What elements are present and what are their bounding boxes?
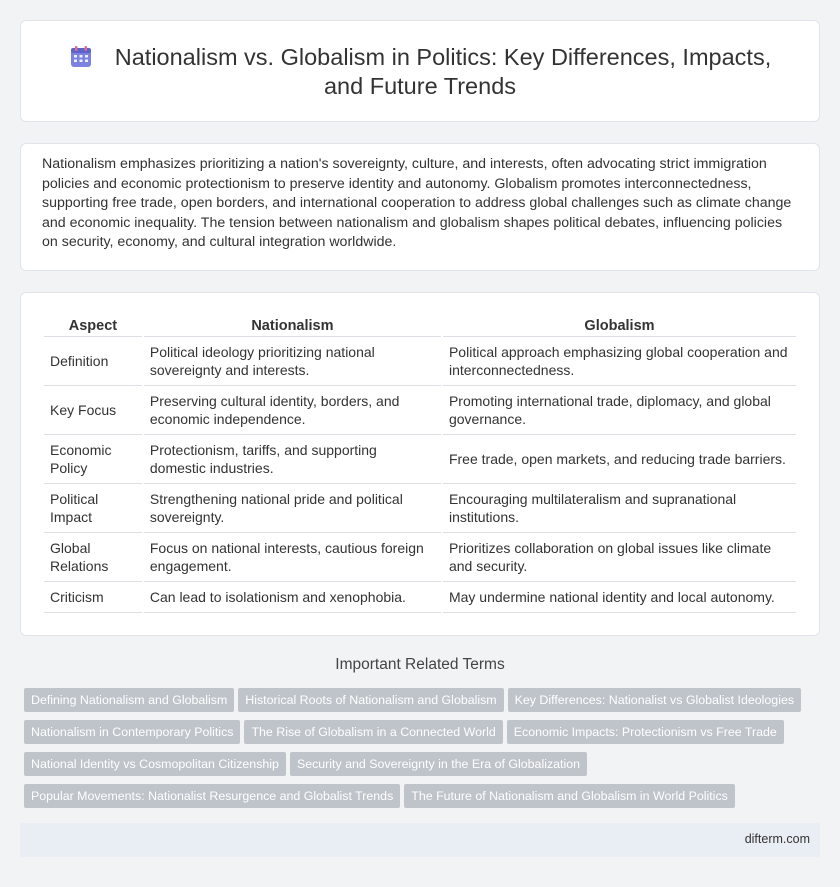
cell-aspect: Economic Policy — [44, 435, 142, 484]
cell-aspect: Definition — [44, 337, 142, 386]
cell-nationalism: Protectionism, tariffs, and supporting domestic industries. — [144, 435, 441, 484]
footer-site-link[interactable]: difterm.com — [744, 832, 810, 846]
header-aspect: Aspect — [44, 315, 142, 337]
header-card — [20, 20, 820, 122]
footer — [20, 823, 820, 857]
table-row — [44, 386, 796, 435]
table-row — [44, 533, 796, 582]
cell-nationalism: Can lead to isolationism and xenophobia. — [144, 582, 441, 613]
table-row — [44, 337, 796, 386]
related-term-tag[interactable]: Economic Impacts: Protectionism vs Free Trade — [507, 720, 784, 744]
table-row — [44, 484, 796, 533]
cell-nationalism: Political ideology prioritizing national sovereignty and interests. — [144, 337, 441, 386]
cell-aspect: Global Relations — [44, 533, 142, 582]
related-terms-title: Important Related Terms — [335, 656, 505, 673]
cell-nationalism: Strengthening national pride and political sovereignty. — [144, 484, 441, 533]
comparison-card — [20, 292, 820, 636]
cell-globalism: Encouraging multilateralism and supranational institutions. — [443, 484, 796, 533]
tag-row — [24, 720, 804, 752]
cell-aspect: Criticism — [44, 582, 142, 613]
related-term-tag[interactable]: Security and Sovereignty in the Era of Globalization — [290, 752, 587, 776]
tag-row — [24, 752, 804, 784]
related-term-tag[interactable]: The Future of Nationalism and Globalism in World Politics — [404, 784, 735, 808]
cell-nationalism: Preserving cultural identity, borders, and economic independence. — [144, 386, 441, 435]
cell-aspect: Key Focus — [44, 386, 142, 435]
related-terms-list — [24, 688, 804, 816]
page-title — [21, 43, 819, 101]
cell-aspect: Political Impact — [44, 484, 142, 533]
header-globalism: Globalism — [443, 315, 796, 337]
title-line-2: and Future Trends — [323, 73, 517, 99]
related-term-tag[interactable]: National Identity vs Cosmopolitan Citizenship — [24, 752, 286, 776]
cell-globalism: Prioritizes collaboration on global issues like climate and security. — [443, 533, 796, 582]
header-nationalism: Nationalism — [144, 315, 441, 337]
related-term-tag[interactable]: Nationalism in Contemporary Politics — [24, 720, 240, 744]
intro-card — [20, 143, 820, 271]
table-row — [44, 435, 796, 484]
cell-nationalism: Focus on national interests, cautious foreign engagement. — [144, 533, 441, 582]
cell-globalism: Political approach emphasizing global cooperation and interconnectedness. — [443, 337, 796, 386]
cell-globalism: May undermine national identity and local autonomy. — [443, 582, 796, 613]
calendar-icon — [69, 45, 93, 69]
tag-row — [24, 688, 804, 720]
related-term-tag[interactable]: Defining Nationalism and Globalism — [24, 688, 234, 712]
title-line-1: Nationalism vs. Globalism in Politics: Key Differences, Impacts, — [114, 44, 772, 70]
related-term-tag[interactable]: The Rise of Globalism in a Connected World — [244, 720, 502, 744]
cell-globalism: Free trade, open markets, and reducing trade barriers. — [443, 435, 796, 484]
table-row — [44, 582, 796, 613]
related-term-tag[interactable]: Historical Roots of Nationalism and Globalism — [238, 688, 503, 712]
intro-text: Nationalism emphasizes prioritizing a nation's sovereignty, culture, and interests, often advocating strict immigration policies and economic protectionism to preserve identity and autonomy. Globalism promotes interconnectedness, supporting free trade, open borders, and international cooperation to address global challenges such as climate change and economic inequality. The tension between nationalism and globalism shapes political debates, influencing policies on security, economy, and cultural integration worldwide. — [42, 156, 792, 251]
tag-row — [24, 784, 804, 816]
table-header-row — [44, 315, 796, 337]
cell-globalism: Promoting international trade, diplomacy, and global governance. — [443, 386, 796, 435]
comparison-table — [42, 315, 798, 613]
related-term-tag[interactable]: Key Differences: Nationalist vs Globalist Ideologies — [508, 688, 801, 712]
related-term-tag[interactable]: Popular Movements: Nationalist Resurgence and Globalist Trends — [24, 784, 400, 808]
